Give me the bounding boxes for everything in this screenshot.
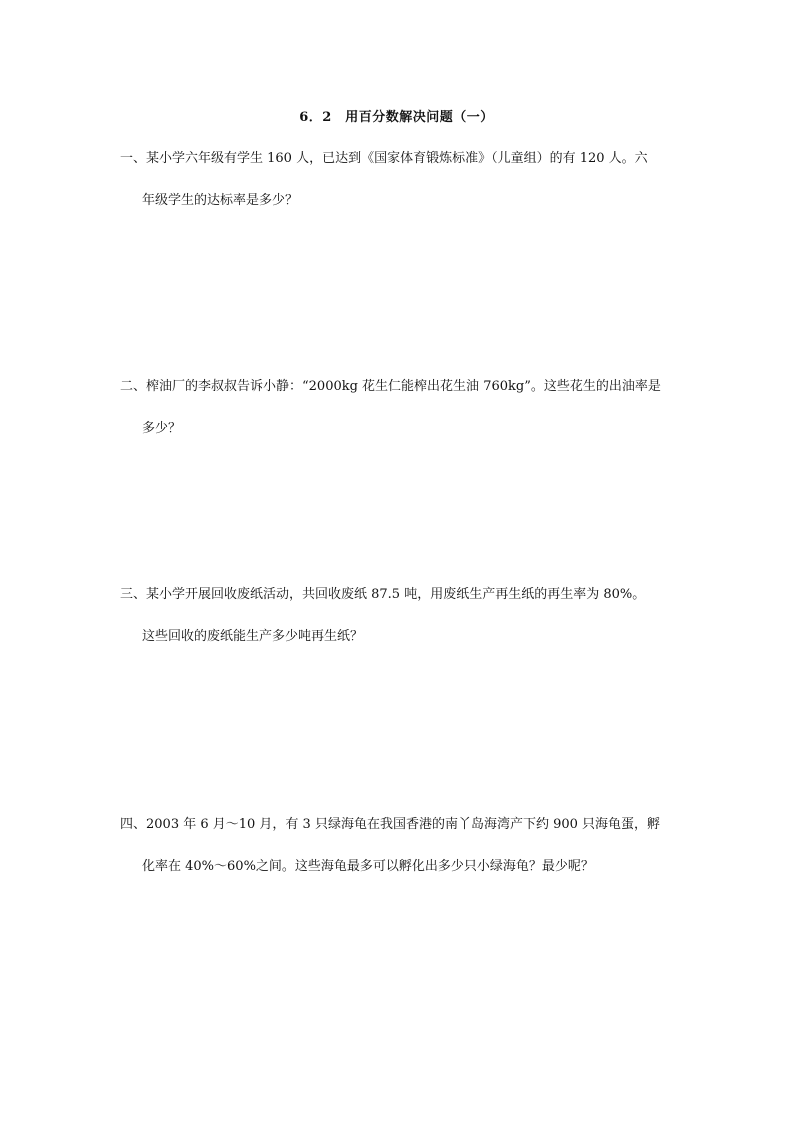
question-3-line-1: 三、某小学开展回收废纸活动，共回收废纸 87.5 吨，用废纸生产再生纸的再生率为 80%。	[120, 587, 646, 602]
question-3-line-2: 这些回收的废纸能生产多少吨再生纸？	[142, 629, 364, 644]
question-1-line-2: 年级学生的达标率是多少？	[142, 193, 299, 208]
page-title: 6．2 用百分数解决问题（一）	[299, 110, 494, 125]
question-1-line-1: 一、某小学六年级有学生 160 人，已达到《国家体育锻炼标准》（儿童组）的有 120 人。六	[120, 151, 648, 166]
question-4-line-2: 化率在 40%～60%之间。这些海龟最多可以孵化出多少只小绿海龟？最少呢？	[142, 859, 594, 874]
question-4-line-1: 四、2003 年 6 月～10 月，有 3 只绿海龟在我国香港的南丫岛海湾产下约 900 只海龟蛋，孵	[120, 817, 661, 832]
question-2-line-2: 多少？	[142, 421, 182, 436]
question-2-line-1: 二、榨油厂的李叔叔告诉小静：“2000kg 花生仁能榨出花生油 760kg”。这些花生的出油率是	[120, 379, 661, 394]
